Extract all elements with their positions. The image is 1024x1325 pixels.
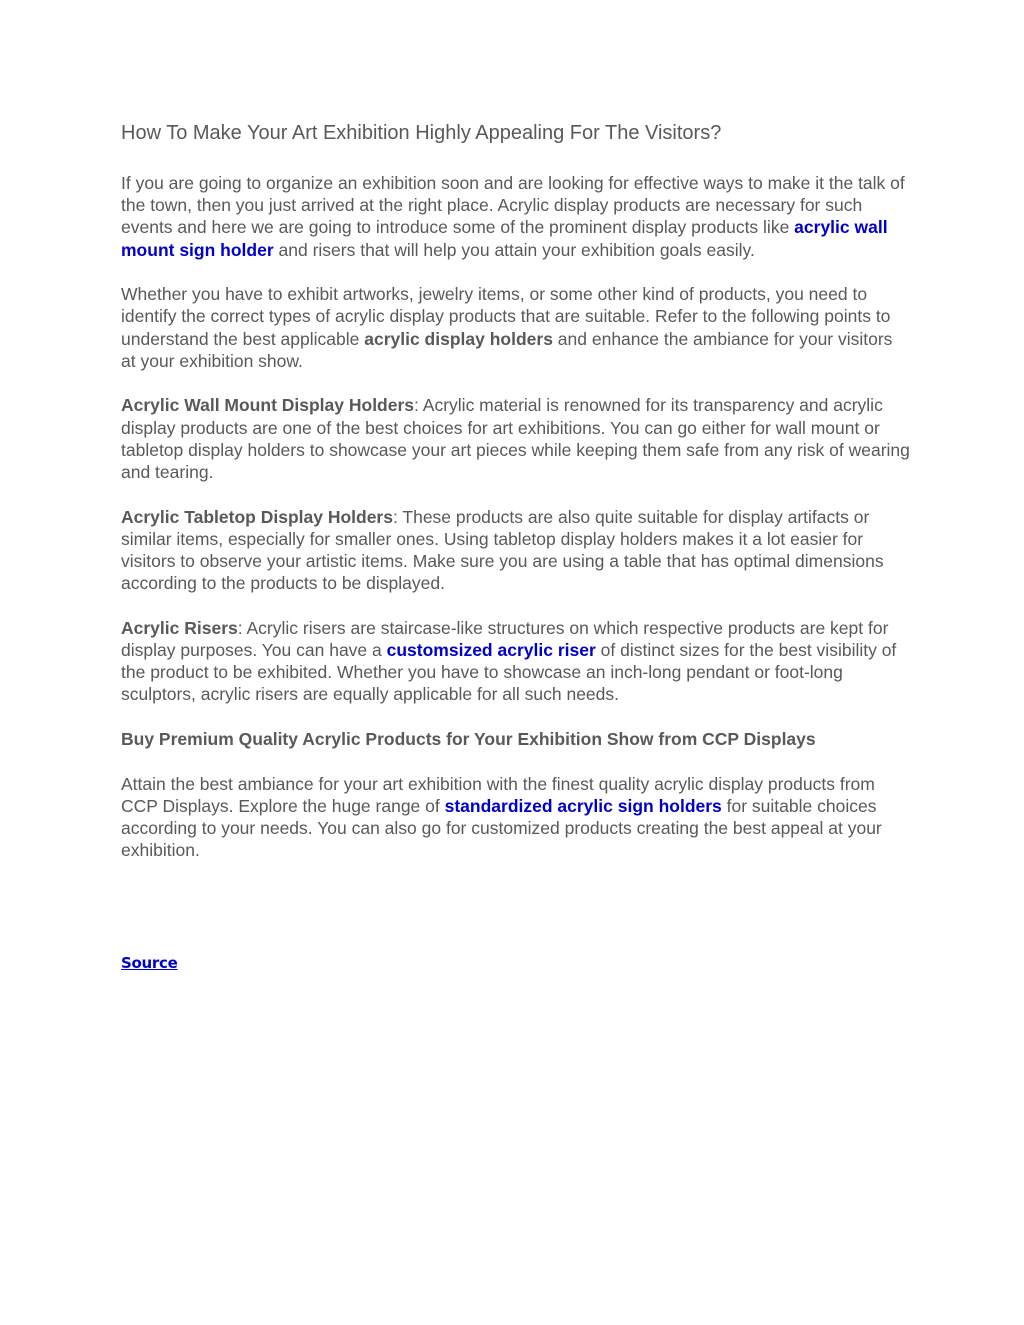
wall-mount-subheading: Acrylic Wall Mount Display Holders [121,395,415,416]
risers-subheading: Acrylic Risers [121,617,238,638]
acrylic-display-holders-bold: acrylic display holders [364,328,553,349]
paragraph-tabletop [121,506,911,595]
paragraph-risers [121,617,911,706]
paragraph-intro-text: If you are going to organize an exhibition soon and are looking for effective ways to make it the talk of the town, then you just arrived at the right place. Acrylic display products are necessary for such events and here we are going to introduce some of the prominent display products like [121,173,905,238]
paragraph-intro-text-end: and risers that will help you attain your exhibition goals easily. [273,239,755,260]
paragraph-conclusion-text-end: for suitable choices according to your needs. You can also go for customized products creating the best appeal at your exhibition. [121,795,882,861]
paragraph-risers-text: : Acrylic risers are staircase-like structures on which respective products are kept for display purposes. You can have a [121,617,889,661]
acrylic-wall-mount-sign-holder-link[interactable]: acrylic wall mount sign holder [121,217,888,260]
paragraph-tabletop-text: : These products are also quite suitable for display artifacts or similar items, especially for smaller ones. Using tabletop display holders makes it a lot easier for visitors to observe your artistic items. Make sure you are using a table that has optimal dimensions according to the products to be displayed. [121,506,884,594]
standardized-acrylic-sign-holders-link[interactable]: standardized acrylic sign holders [444,795,722,816]
paragraph-identify-text-end: and enhance the ambiance for your visitors at your exhibition show. [121,328,893,371]
document-title: How To Make Your Art Exhibition Highly Appealing For The Visitors? [121,122,722,144]
paragraph-conclusion-text: Attain the best ambiance for your art exhibition with the finest quality acrylic display products from CCP Displays. Explore the huge range of [121,773,875,816]
paragraph-wall-mount [121,394,911,483]
paragraph-identify-text: Whether you have to exhibit artworks, jewelry items, or some other kind of products, you need to identify the correct types of acrylic display products that are suitable. Refer to the following points to understand the best applicable [121,284,891,349]
section-heading: Buy Premium Quality Acrylic Products for Your Exhibition Show from CCP Displays [121,729,816,750]
paragraph-wall-mount-text: : Acrylic material is renowned for its transparency and acrylic display products are one of the best choices for art exhibitions. You can go either for wall mount or tabletop display holders to showcase your art pieces while keeping them safe from any risk of wearing and tearing. [121,395,910,483]
tabletop-subheading: Acrylic Tabletop Display Holders [121,506,393,527]
paragraph-identify [121,283,911,372]
customsized-acrylic-riser-link[interactable]: customsized acrylic riser [386,640,596,661]
source-link[interactable]: Source [121,954,178,972]
paragraph-risers-text-end: of distinct sizes for the best visibility of the product to be exhibited. Whether you have to showcase an inch-long pendant or foot-long sculptors, acrylic risers are equally applicable for all such needs. [121,640,897,705]
paragraph-intro [121,172,911,261]
document-body [121,172,911,884]
paragraph-conclusion [121,773,911,862]
